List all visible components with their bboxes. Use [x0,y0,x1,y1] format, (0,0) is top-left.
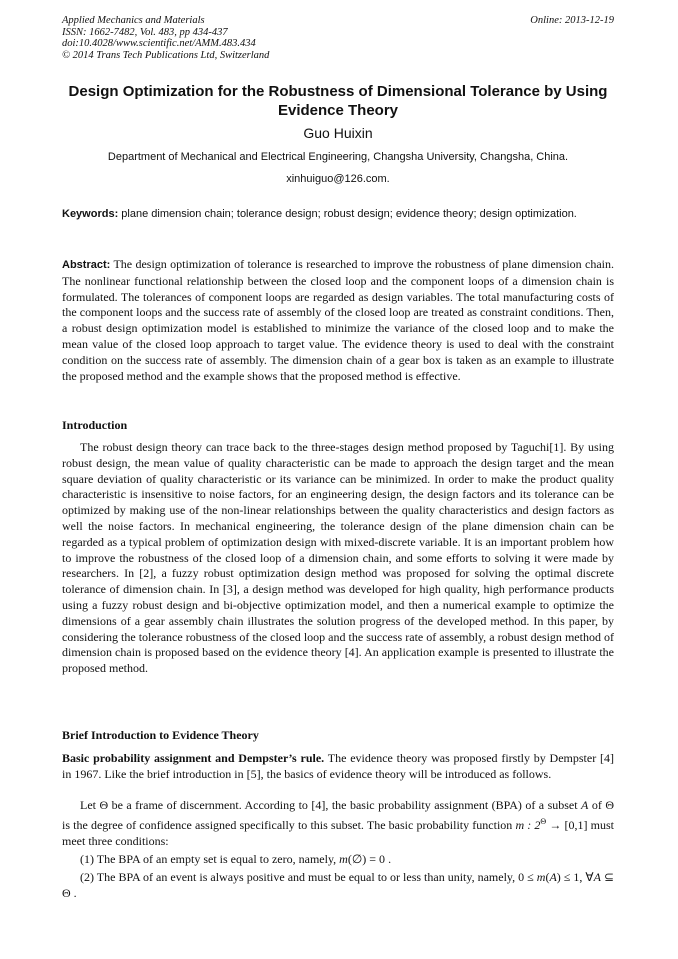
frame-text-e: must meet three conditions: [62,817,614,848]
frame-paragraph [62,798,614,849]
bpa-function-sup: Θ [540,816,547,826]
condition-1-text: (1) The BPA of an empty set is equal to zero, namely, [80,852,340,866]
author-email: xinhuiguo@126.com. [286,173,390,185]
condition-2-m: m [536,870,546,884]
abstract-text: The design optimization of tolerance is researched to improve the robustness of plane dimension chain. The nonlinear functional relationship between the closed loop and the component loops of a dimension chain is formulated. The tolerances of component loops are regarded as design variables. The total manufacturing costs of the component loops and the success rate of assembly of the closed loop are treated as constraint conditions. Then, a robust design optimization model is established to minimize the variance of the closed loop and to make the mean value of the closed loop approach to target value. The evidence theory is used to deal with the constraint condition on the success rate of assembly. The dimension chain of a gear box is taken as an example to illustrate the proposed method and the example shows that the proposed method is effective. [62,257,614,383]
journal-name: Applied Mechanics and Materials [62,15,205,26]
paper-title: Design Optimization for the Robustness of Dimensional Tolerance by Using Evidence Theory [68,83,608,119]
evidence-heading: Brief Introduction to Evidence Theory [62,728,259,742]
condition-1-m: m [339,852,348,866]
introduction-heading: Introduction [62,418,128,432]
condition-2-A: A [549,870,557,884]
frame-text-c: of [588,798,606,812]
condition-2-A2: A [593,870,601,884]
condition-1-end: . [385,852,392,866]
journal-header [62,15,269,61]
condition-2-math-b: ( [545,870,550,884]
keywords-label: Keywords: [62,208,119,220]
bpa-function-range: → [0,1] [546,817,588,832]
copyright-line: © 2014 Trans Tech Publications Ltd, Switzerland [62,49,270,61]
abstract-block [62,257,614,384]
author-affiliation: Department of Mechanical and Electrical Engineering, Changsha University, Changsha, China. [107,151,569,163]
issn-line: ISSN: 1662-7482, Vol. 483, pp 434-437 [62,26,228,38]
bpa-function: m : 2 [515,817,541,832]
frame-text-d: is the degree of confidence assigned specifically to this subset. The basic probability function [62,817,516,832]
keywords-block [62,207,614,222]
online-date: Online: 2013-12-19 [530,15,614,26]
abstract-label: Abstract: [62,259,111,271]
bpa-paragraph [62,751,614,783]
condition-2-math-d: ⊆ Θ [62,870,614,900]
keywords-text: plane dimension chain; tolerance design; robust design; evidence theory; design optimization. [118,208,577,220]
bpa-text: The evidence theory was proposed firstly by Dempster [4] in 1967. Like the brief introduction in [5], the basics of evidence theory will be introduced as follows. [62,751,614,781]
condition-2-math-a: 0 ≤ [518,870,537,884]
condition-2-math-c: ) ≤ 1, ∀ [556,870,594,884]
doi-line: doi:10.4028/www.scientific.net/AMM.483.434 [62,38,256,49]
condition-1-math: (∅) = 0 [347,852,386,866]
author-name: Guo Huixin [303,125,373,141]
condition-2-text: (2) The BPA of an event is always positive and must be equal to or less than unity, namely, [80,870,519,884]
theta-symbol: Θ [99,798,109,812]
bpa-label: Basic probability assignment and Dempster’s rule. [62,751,325,765]
theta-symbol-2: Θ [605,798,614,812]
condition-2 [62,870,614,902]
frame-text-a: Let [80,798,100,812]
introduction-paragraph: The robust design theory can trace back to the three-stages design method proposed by Taguchi[1]. By using robust design, the mean value of quality characteristic can be made to approach the design target and the mean square deviation of quality characteristic or its variance can be minimized. In order to make the product quality characteristic is insensitive to noise factors, for an engineering design, the design factors and its tolerance can be optimized by making use of the non-linear relationships between the quality characteristics and design factors as well the noise factors. In mechanical engineering, the tolerance design of the plane dimension chain can be regarded as a typical problem of optimization design with mixed-discrete variable. It is an important problem how to improve the robustness of the closed loop of a dimension chain, and some efforts to solving it were made by researchers. In [2], a fuzzy robust optimization design method was proposed for solving the optimal discrete tolerance of dimension chain. In [3], a design method was developed for high quality, high performance products using a fuzzy robust design and bi-objective optimization model, and then a numerical example to optimize the dimensions of a gear assembly chain illustrates the solution progress of the developed method. In this paper, by considering the tolerance robustness of the closed loop and the success rate of assembly, a robust design method of dimension chain is proposed based on the evidence theory [4]. An application example is presented to illustrate the proposed method. [62,440,614,676]
condition-2-end: . [70,885,77,900]
frame-text-b: be a frame of discernment. According to [4], the basic probability assignment (BPA) of a subset [108,798,582,812]
subset-variable: A [581,798,589,812]
condition-1 [62,852,614,868]
